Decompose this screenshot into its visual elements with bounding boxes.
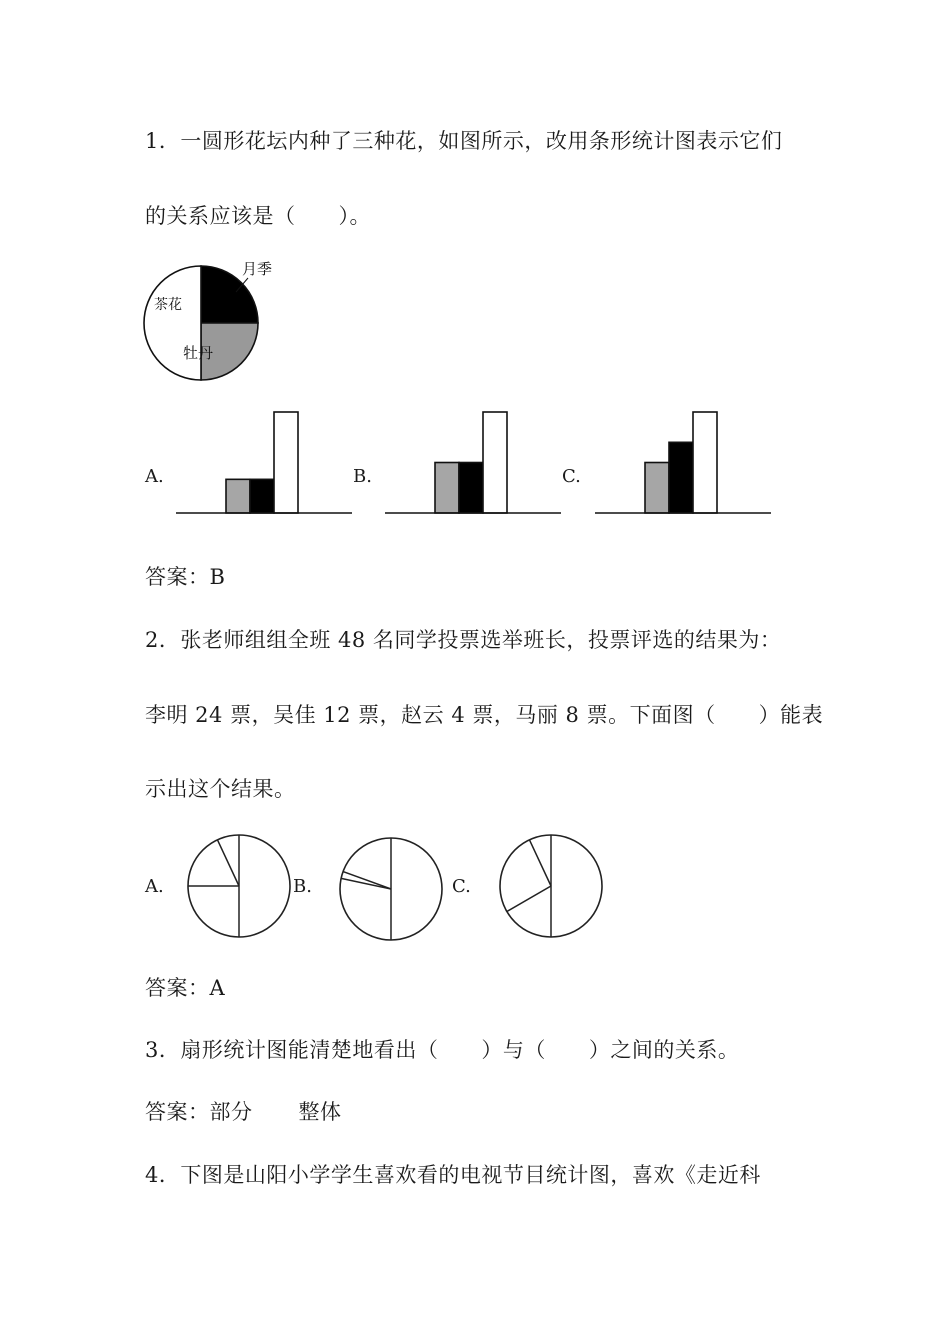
q1-option-b-label[interactable]: B. bbox=[353, 466, 372, 487]
q2-option-a-label[interactable]: A. bbox=[145, 876, 164, 897]
bar-0 bbox=[435, 463, 459, 514]
pie-label-mudan: 牡丹 bbox=[183, 344, 214, 362]
q2-option-c-label[interactable]: C. bbox=[452, 876, 471, 897]
q1-option-c-label[interactable]: C. bbox=[562, 466, 581, 487]
q1-answer: 答案：B bbox=[145, 565, 226, 589]
bar-1 bbox=[250, 479, 274, 513]
q2-text-line1: 2．张老师组组全班 48 名同学投票选举班长，投票评选的结果为： bbox=[145, 628, 782, 652]
q3-answer-a: 部分 bbox=[209, 1100, 253, 1124]
q3-answer-b: 整体 bbox=[298, 1100, 342, 1124]
bar-2 bbox=[274, 412, 298, 513]
q2-answer: 答案：A bbox=[145, 976, 226, 1000]
q4-text-line1: 4．下图是山阳小学学生喜欢看的电视节目统计图，喜欢《走近科 bbox=[145, 1163, 761, 1187]
q2-text-line3: 示出这个结果。 bbox=[145, 777, 296, 801]
q1-option-a-bar-chart[interactable] bbox=[176, 410, 354, 514]
q1-text-line2: 的关系应该是（ ）。 bbox=[145, 204, 371, 228]
q3-answer bbox=[145, 1098, 342, 1126]
q3-text-line1: 3．扇形统计图能清楚地看出（ ）与（ ）之间的关系。 bbox=[145, 1038, 740, 1062]
q2-option-a-pie-chart[interactable] bbox=[187, 832, 291, 942]
q2-text-line2: 李明 24 票，吴佳 12 票，赵云 4 票，马丽 8 票。下面图（ ）能表 bbox=[145, 703, 824, 727]
bar-0 bbox=[645, 463, 669, 514]
q3-answer-prefix: 答案： bbox=[145, 1100, 210, 1124]
q1-pie-chart bbox=[140, 258, 273, 388]
q1-option-b-bar-chart[interactable] bbox=[385, 410, 563, 514]
bar-2 bbox=[483, 412, 507, 513]
bar-1 bbox=[459, 463, 483, 514]
q1-option-a-label[interactable]: A. bbox=[145, 466, 164, 487]
q2-option-c-pie-chart[interactable] bbox=[499, 832, 603, 942]
bar-1 bbox=[669, 442, 693, 513]
q1-option-c-bar-chart[interactable] bbox=[595, 410, 773, 514]
bar-2 bbox=[693, 412, 717, 513]
pie-slice-2 bbox=[144, 266, 201, 380]
q1-text-line1: 1．一圆形花坛内种了三种花，如图所示，改用条形统计图表示它们 bbox=[145, 129, 783, 153]
bar-0 bbox=[226, 479, 250, 513]
q2-option-b-pie-chart[interactable] bbox=[339, 835, 443, 945]
q2-option-b-label[interactable]: B. bbox=[293, 876, 312, 897]
pie-label-chahua: 茶花 bbox=[154, 297, 182, 313]
pie-label-yueji: 月季 bbox=[242, 260, 273, 278]
